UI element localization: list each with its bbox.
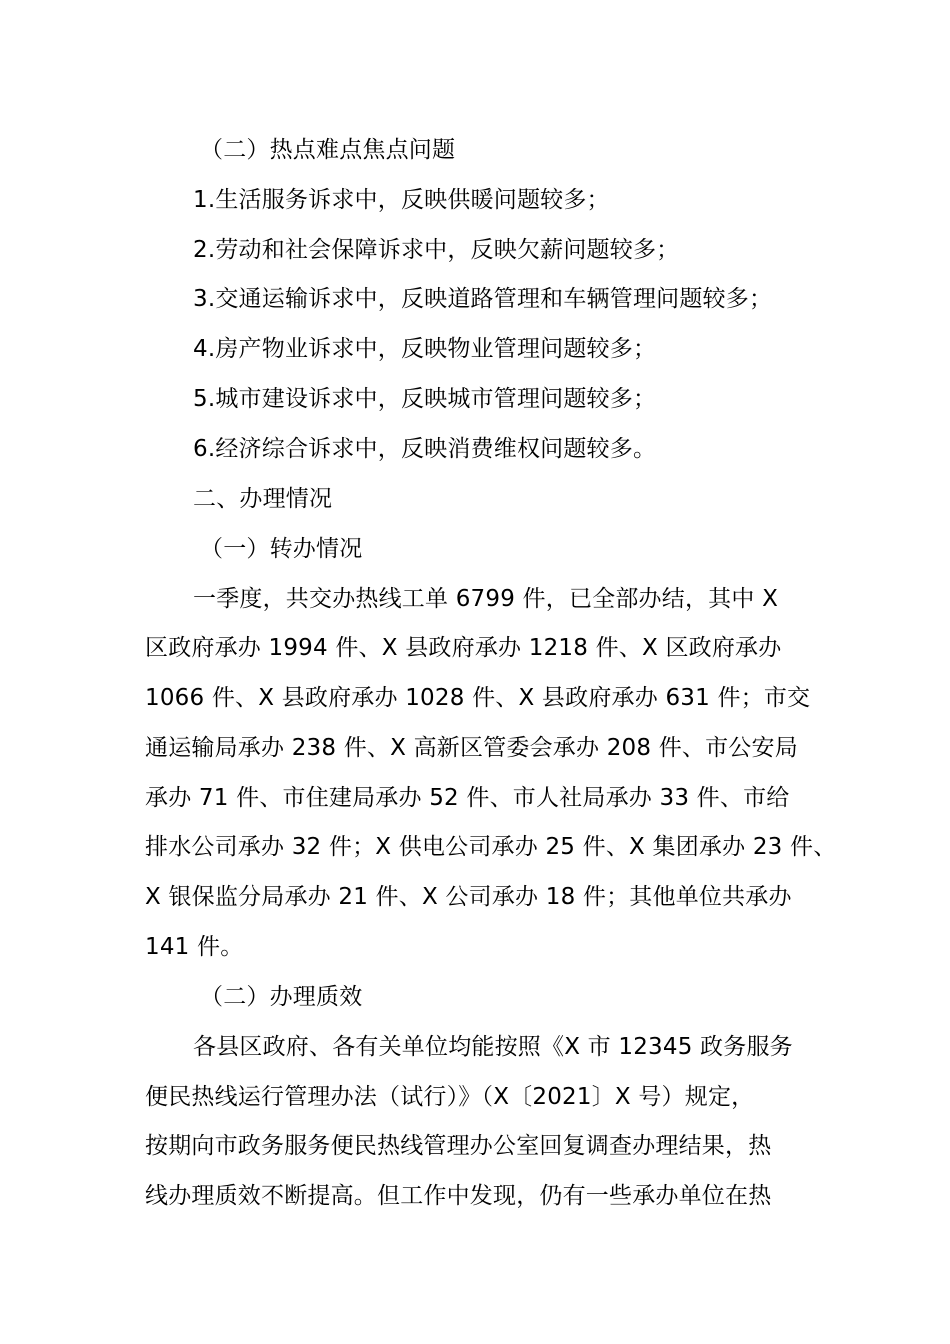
transfer-line-2: 区政府承办 1994 件、X 县政府承办 1218 件、X 区政府承办	[145, 635, 782, 661]
hotspot-item-5: 5.城市建设诉求中，反映城市管理问题较多；	[193, 386, 657, 412]
hotspot-item-6: 6.经济综合诉求中，反映消费维权问题较多。	[193, 436, 657, 462]
hotspot-item-2: 2.劳动和社会保障诉求中，反映欠薪问题较多；	[193, 237, 680, 263]
hotspot-item-3: 3.交通运输诉求中，反映道路管理和车辆管理问题较多；	[193, 286, 773, 312]
transfer-line-4: 通运输局承办 238 件、X 高新区管委会承办 208 件、市公安局	[145, 735, 798, 761]
quality-line-4: 线办理质效不断提高。但工作中发现，仍有一些承办单位在热	[145, 1183, 772, 1209]
quality-line-1: 各县区政府、各有关单位均能按照《X 市 12345 政务服务	[193, 1034, 793, 1060]
heading-hotspots: （二）热点难点焦点问题	[200, 137, 456, 163]
transfer-line-1: 一季度，共交办热线工单 6799 件，已全部办结，其中 X	[193, 586, 779, 612]
transfer-line-7: X 银保监分局承办 21 件、X 公司承办 18 件；其他单位共承办	[145, 884, 792, 910]
hotspot-item-1: 1.生活服务诉求中，反映供暖问题较多；	[193, 187, 610, 213]
hotspot-item-4: 4.房产物业诉求中，反映物业管理问题较多；	[193, 336, 657, 362]
quality-line-3: 按期向市政务服务便民热线管理办公室回复调查办理结果，热	[145, 1133, 772, 1159]
quality-line-2: 便民热线运行管理办法（试行）》（X〔2021〕X 号）规定，	[145, 1084, 755, 1110]
section-title: 二、办理情况	[193, 486, 333, 512]
transfer-line-8: 141 件。	[145, 934, 244, 960]
transfer-line-6: 排水公司承办 32 件；X 供电公司承办 25 件、X 集团承办 23 件、	[145, 834, 837, 860]
subheading-transfer: （一）转办情况	[200, 536, 363, 562]
subheading-quality: （二）办理质效	[200, 984, 363, 1010]
transfer-line-3: 1066 件、X 县政府承办 1028 件、X 县政府承办 631 件；市交	[145, 685, 811, 711]
transfer-line-5: 承办 71 件、市住建局承办 52 件、市人社局承办 33 件、市给	[145, 785, 790, 811]
